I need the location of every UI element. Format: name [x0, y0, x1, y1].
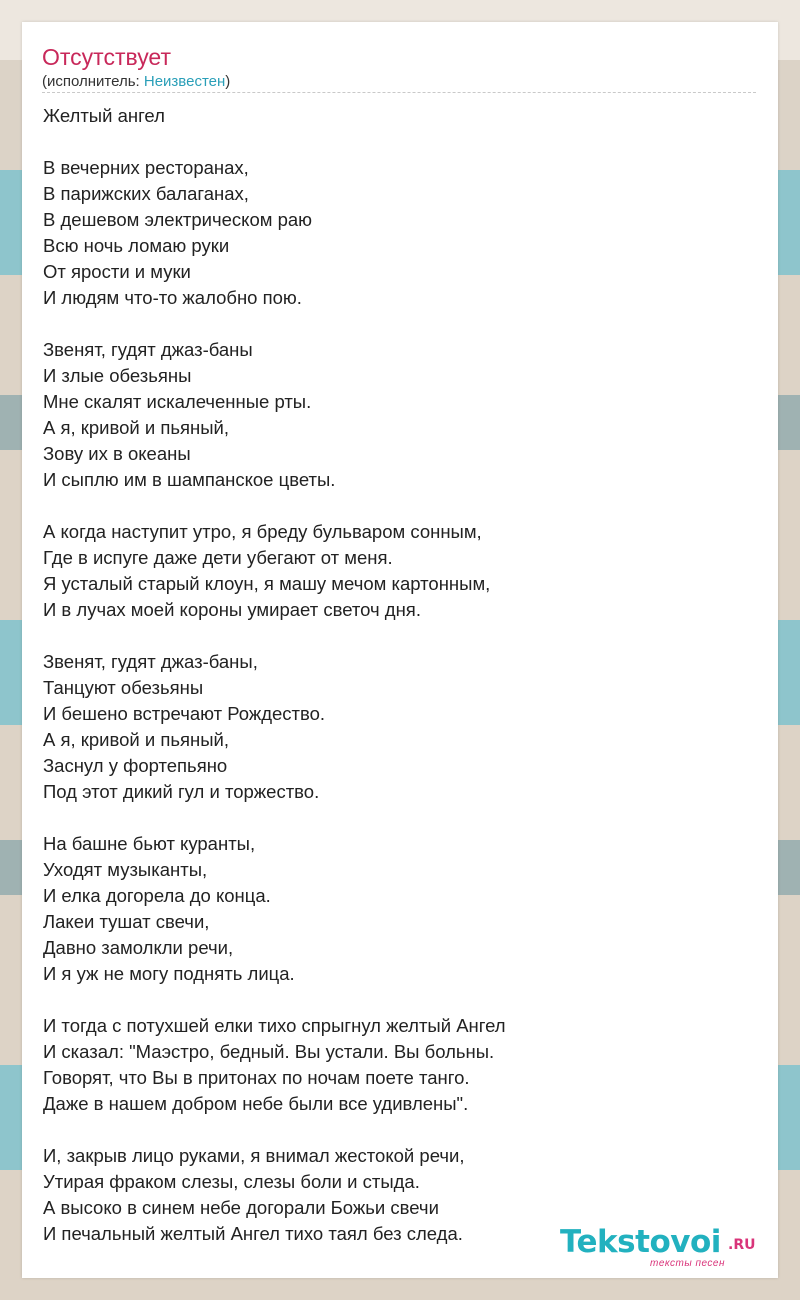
lyrics-line: Уходят музыканты, [43, 859, 208, 880]
lyrics-line: И печальный желтый Ангел тихо таял без следа. [43, 1223, 463, 1244]
lyrics-line: Танцуют обезьяны [43, 677, 204, 698]
lyrics-line: И сказал: "Маэстро, бедный. Вы устали. Вы больны. [43, 1041, 495, 1062]
lyrics-text [43, 103, 763, 1273]
lyrics-line: А когда наступит утро, я бреду бульваром сонным, [43, 521, 482, 542]
lyrics-line: Звенят, гудят джаз-баны [43, 339, 253, 360]
lyrics-line: Под этот дикий гул и торжество. [43, 781, 320, 802]
lyrics-line: И я уж не могу поднять лица. [43, 963, 295, 984]
lyrics-line: Лакеи тушат свечи, [43, 911, 210, 932]
lyrics-card [22, 22, 778, 1278]
lyrics-line: Я усталый старый клоун, я машу мечом картонным, [43, 573, 491, 594]
song-title: Отсутствует [42, 44, 171, 70]
lyrics-line: И, закрыв лицо руками, я внимал жестокой речи, [43, 1145, 465, 1166]
lyrics-line: И елка догорела до конца. [43, 885, 271, 906]
lyrics-line: И бешено встречают Рождество. [43, 703, 326, 724]
lyrics-line: Звенят, гудят джаз-баны, [43, 651, 258, 672]
lyrics-line: Всю ночь ломаю руки [43, 235, 230, 256]
lyrics-line: И людям что-то жалобно пою. [43, 287, 302, 308]
lyrics-heading: Желтый ангел [43, 105, 165, 126]
lyrics-line: В вечерних ресторанах, [43, 157, 249, 178]
lyrics-line: Мне скалят искалеченные рты. [43, 391, 312, 412]
lyrics-line: В парижских балаганах, [43, 183, 249, 204]
lyrics-line: И в лучах моей короны умирает светоч дня. [43, 599, 421, 620]
logo-tagline: тексты песен [650, 1258, 725, 1269]
lyrics-line: Заснул у фортепьяно [43, 755, 228, 776]
lyrics-stanza [43, 519, 763, 623]
lyrics-stanza [43, 1013, 763, 1117]
lyrics-line: В дешевом электрическом раю [43, 209, 313, 230]
performer-suffix: ) [225, 73, 231, 90]
lyrics-line: И сыплю им в шампанское цветы. [43, 469, 336, 490]
lyrics-line: И злые обезьяны [43, 365, 192, 386]
lyrics-line: И тогда с потухшей елки тихо спрыгнул желтый Ангел [43, 1015, 506, 1036]
lyrics-line: Давно замолкли речи, [43, 937, 234, 958]
lyrics-line: Где в испуге даже дети убегают от меня. [43, 547, 393, 568]
lyrics-line: Зову их в океаны [43, 443, 191, 464]
lyrics-line: А высоко в синем небе догорали Божьи свечи [43, 1197, 439, 1218]
lyrics-stanza [43, 649, 763, 805]
performer-line [42, 73, 230, 91]
performer-prefix: (исполнитель: [42, 73, 144, 90]
lyrics-stanza [43, 337, 763, 493]
lyrics-stanza [43, 831, 763, 987]
lyrics-line: Даже в нашем добром небе были все удивлены". [43, 1093, 469, 1114]
lyrics-line: Утирая фраком слезы, слезы боли и стыда. [43, 1171, 420, 1192]
logo-domain: .RU [728, 1237, 756, 1253]
lyrics-line: От ярости и муки [43, 261, 191, 282]
lyrics-line: А я, кривой и пьяный, [43, 417, 230, 438]
site-logo[interactable] [560, 1224, 770, 1270]
header-divider [42, 92, 756, 93]
lyrics-line: А я, кривой и пьяный, [43, 729, 230, 750]
logo-text: Tekstovoi [560, 1224, 721, 1260]
lyrics-line: На башне бьют куранты, [43, 833, 256, 854]
performer-link[interactable]: Неизвестен [143, 73, 226, 90]
lyrics-line: Говорят, что Вы в притонах по ночам поете танго. [43, 1067, 470, 1088]
lyrics-stanza [43, 155, 763, 311]
